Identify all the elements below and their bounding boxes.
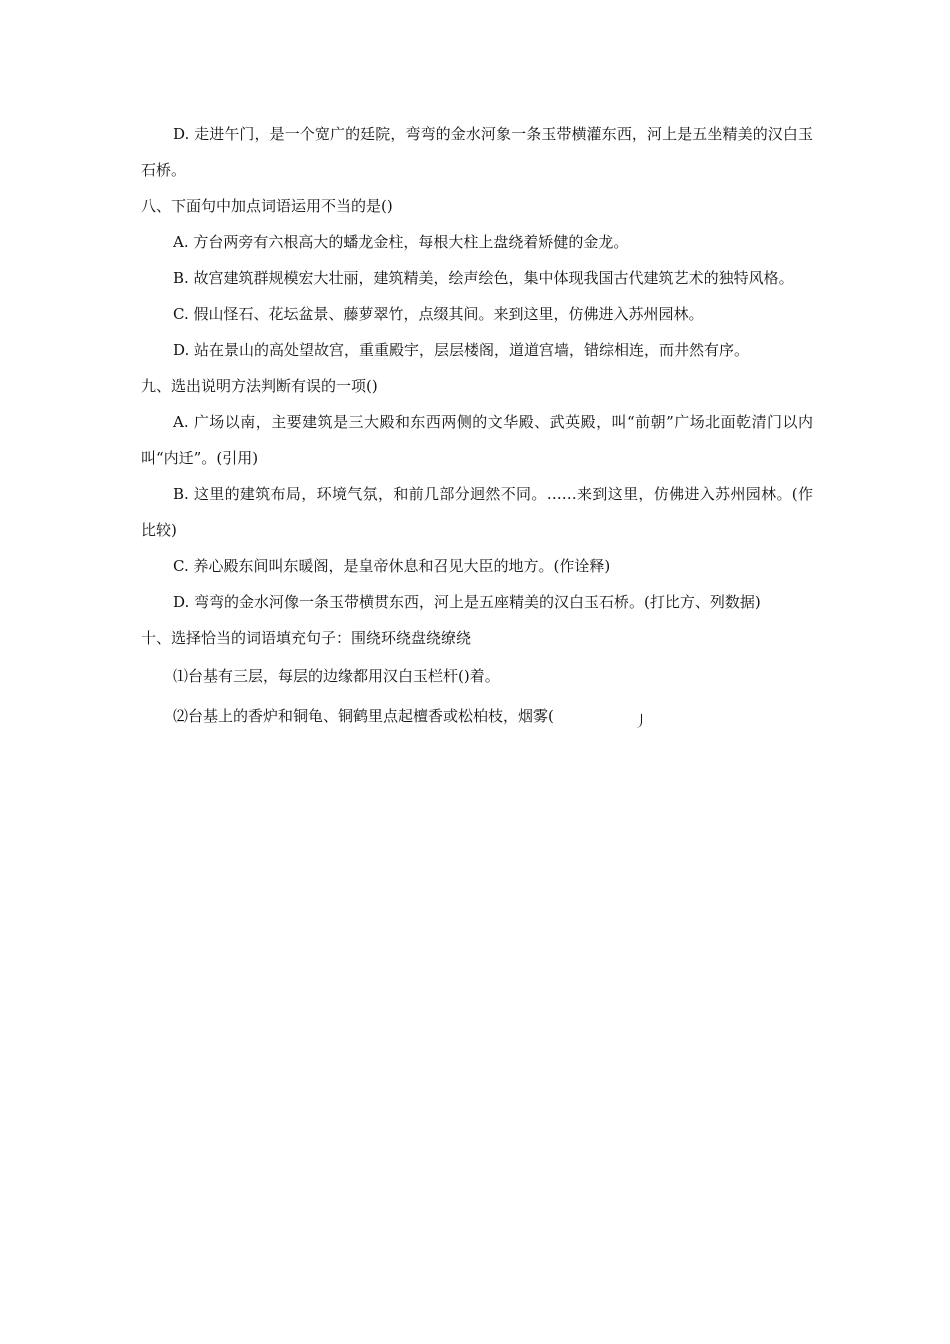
q9-option-a: A. 广场以南，主要建筑是三大殿和东西两侧的文华殿、武英殿，叫“前朝”广场北面乾清门以内叫“内迁”。(引用) bbox=[141, 413, 813, 467]
q10-item-2 bbox=[141, 696, 813, 736]
q9-option-d: D. 弯弯的金水河像一条玉带横贯东西，河上是五座精美的汉白玉石桥。(打比方、列数据) bbox=[173, 593, 761, 611]
q7-option-d: D. 走进午门，是一个宽广的廷院，弯弯的金水河象一条玉带横灌东西，河上是五坐精美的汉白玉石桥。 bbox=[141, 125, 813, 179]
q8-option-d: D. 站在景山的高处望故宫，重重殿宇，层层楼阁，道道宫墙，错综相连，而井然有序。 bbox=[173, 341, 750, 359]
q9-option-b: B. 这里的建筑布局，环境气氛，和前几部分迥然不同。……来到这里，仿佛进入苏州园林。(作比较) bbox=[141, 485, 813, 539]
q8-option-b: B. 故宫建筑群规模宏大壮丽，建筑精美，绘声绘色，集中体现我国古代建筑艺术的独特风格。 bbox=[173, 269, 794, 287]
answer-blank bbox=[554, 708, 636, 726]
q8-option-c: C. 假山怪石、花坛盆景、藤萝翠竹，点缀其间。来到这里，仿佛进入苏州园林。 bbox=[173, 305, 704, 323]
q8-option-a: A. 方台两旁有六根高大的蟠龙金柱，每根大柱上盘绕着矫健的金龙。 bbox=[173, 233, 629, 251]
q8-title: 八、下面句中加点词语运用不当的是() bbox=[141, 197, 393, 215]
question-content bbox=[141, 116, 813, 736]
q9-option-c: C. 养心殿东间叫东暖阁，是皇帝休息和召见大臣的地方。(作诠释) bbox=[173, 557, 611, 575]
q10-item-2-text: ⑵台基上的香炉和铜龟、铜鹤里点起檀香或松柏枝，烟雾( bbox=[173, 707, 554, 725]
q10-title: 十、选择恰当的词语填充句子：围绕环绕盘绕缭绕 bbox=[141, 629, 472, 647]
q10-item-1: ⑴台基有三层，每层的边缘都用汉白玉栏杆()着。 bbox=[173, 667, 500, 685]
q9-title: 九、选出说明方法判断有误的一项() bbox=[141, 377, 378, 395]
